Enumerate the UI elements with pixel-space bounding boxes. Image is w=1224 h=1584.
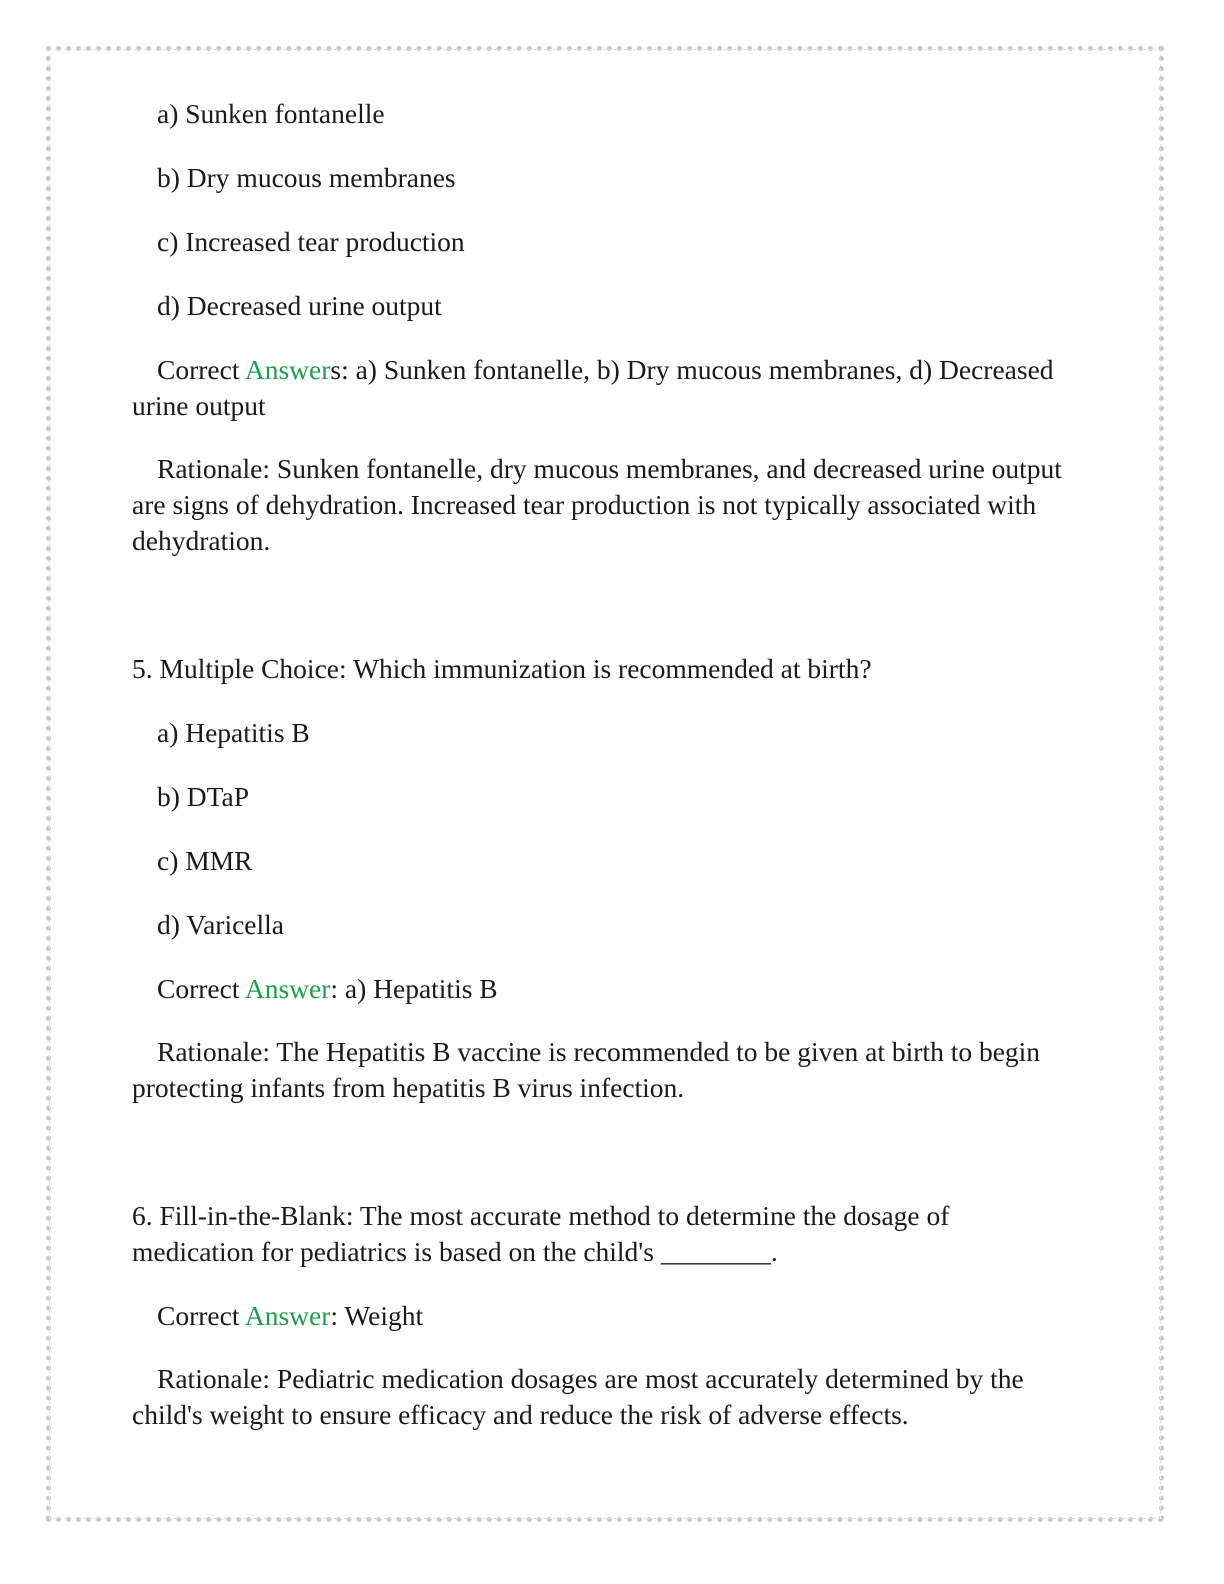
q5-answer-text: : a) Hepatitis B <box>330 973 498 1004</box>
q6-rationale: Rationale: Pediatric medication dosages are most accurately determined by the child's weight to ensure efficacy and reduce the risk of adverse effects. <box>132 1363 1024 1430</box>
q4-answer-prefix: Correct <box>157 354 245 385</box>
document-body <box>132 96 1072 1433</box>
q5-option-c: c) MMR <box>157 845 253 876</box>
q6-answer-prefix: Correct <box>157 1300 245 1331</box>
q5-option-d: d) Varicella <box>157 909 284 940</box>
q6-answer-highlight: Answer <box>244 1300 331 1331</box>
q4-correct-answer <box>132 352 1072 424</box>
q6-answer-text: : Weight <box>330 1300 424 1331</box>
q6-correct-answer <box>132 1298 1072 1334</box>
q4-option-b: b) Dry mucous membranes <box>157 162 456 193</box>
q5-option-a: a) Hepatitis B <box>157 717 310 748</box>
q4-option-d: d) Decreased urine output <box>157 290 442 321</box>
q5-answer-highlight: Answer <box>244 973 331 1004</box>
q5-option-b: b) DTaP <box>157 781 250 812</box>
q4-option-a: a) Sunken fontanelle <box>157 98 385 129</box>
q4-answer-highlight: Answer <box>244 354 331 385</box>
q5-answer-prefix: Correct <box>157 973 245 1004</box>
q5-rationale: Rationale: The Hepatitis B vaccine is recommended to be given at birth to begin protecting infants from hepatitis B virus infection. <box>132 1036 1041 1103</box>
q5-question: 5. Multiple Choice: Which immunization is recommended at birth? <box>132 653 872 684</box>
q4-rationale: Rationale: Sunken fontanelle, dry mucous membranes, and decreased urine output are signs of dehydration. Increased tear production is not typically associated with dehydration. <box>132 453 1062 556</box>
q5-correct-answer <box>132 971 1072 1007</box>
q4-option-c: c) Increased tear production <box>157 226 465 257</box>
q6-question: 6. Fill-in-the-Blank: The most accurate method to determine the dosage of medication for pediatrics is based on the child's ________. <box>132 1200 950 1267</box>
q4-answer-text: s: a) Sunken fontanelle, b) Dry mucous membranes, d) Decreased urine output <box>132 354 1054 421</box>
